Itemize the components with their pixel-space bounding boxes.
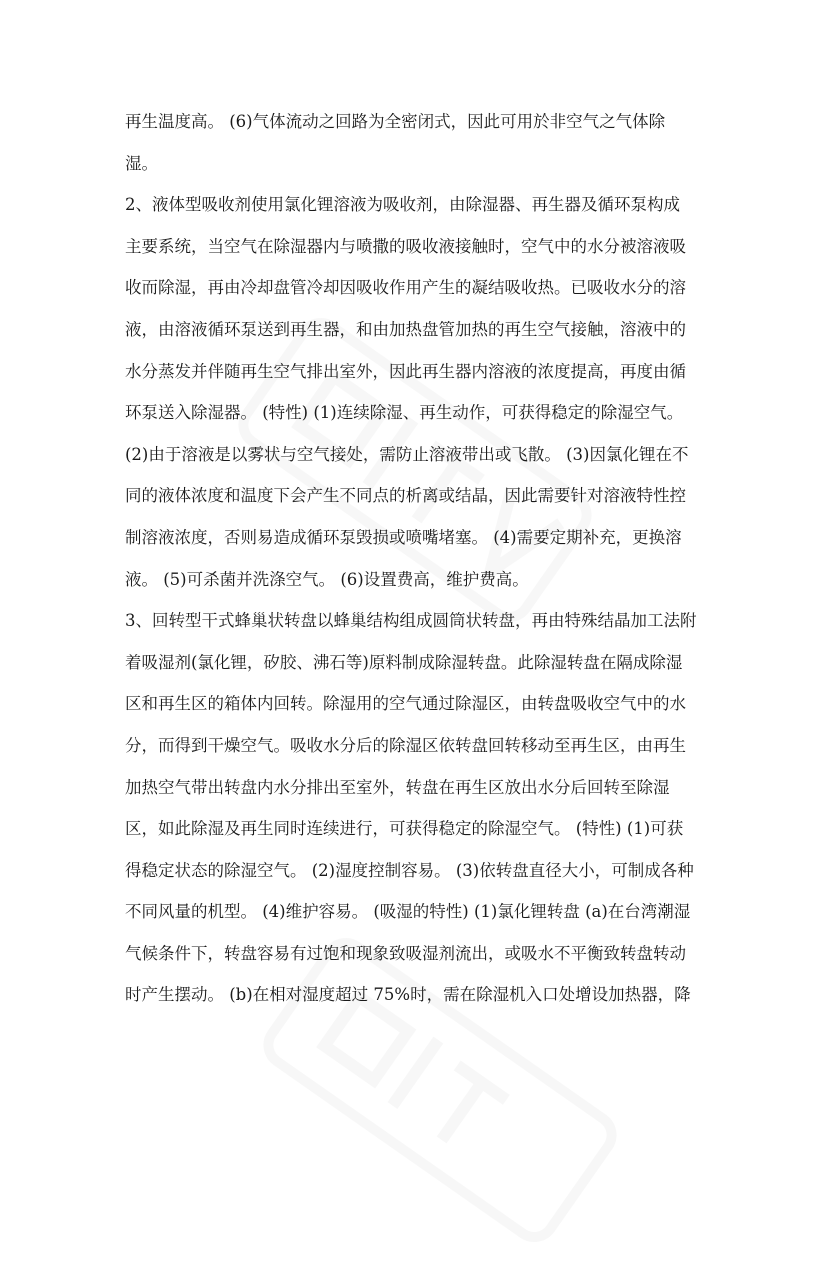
- text-line: 着吸湿剂(氯化锂，矽胶、沸石等)原料制成除湿转盘。此除湿转盘在隔成除湿: [125, 652, 683, 672]
- text-line: 同的液体浓度和温度下会产生不同点的析离或结晶，因此需要针对溶液特性控: [125, 486, 686, 506]
- text-line: 收而除湿，再由冷却盘管冷却因吸收作用产生的凝结吸收热。已吸收水分的溶: [125, 278, 686, 298]
- text-line: 3、回转型干式蜂巢状转盘以蜂巢结构组成圆筒状转盘，再由特殊结晶加工法附: [125, 611, 697, 631]
- text-line: 水分蒸发并伴随再生空气排出室外，因此再生器内溶液的浓度提高，再度由循: [125, 361, 686, 381]
- text-line: 区和再生区的箱体内回转。除湿用的空气通过除湿区，由转盘吸收空气中的水: [125, 694, 686, 714]
- text-line: (2)由于溶液是以雾状与空气接处，需防止溶液带出或飞散。 (3)因氯化锂在不: [125, 444, 689, 464]
- text-line: 分，而得到干燥空气。吸收水分后的除湿区依转盘回转移动至再生区，由再生: [125, 735, 686, 755]
- text-line: 区，如此除湿及再生同时连续进行，可获得稳定的除湿空气。 (特性) (1)可获: [125, 819, 684, 839]
- text-line: 制溶液浓度，否则易造成循环泵毁损或喷嘴堵塞。 (4)需要定期补充，更换溶: [125, 527, 682, 547]
- text-line: 湿。: [125, 153, 158, 173]
- text-line: 液。 (5)可杀菌并洗涤空气。 (6)设置费高，维护费高。: [125, 569, 529, 589]
- text-line: 气候条件下，转盘容易有过饱和现象致吸湿剂流出，或吸水不平衡致转盘转动: [125, 943, 686, 963]
- text-line: 主要系统，当空气在除湿器内与喷撒的吸收液接触时，空气中的水分被溶液吸: [125, 236, 686, 256]
- text-line: 加热空气带出转盘内水分排出至室外，转盘在再生区放出水分后回转至除湿: [125, 777, 670, 797]
- text-line: 2、液体型吸收剂使用氯化锂溶液为吸收剂，由除湿器、再生器及循环泵构成: [125, 195, 680, 215]
- text-line: 得稳定状态的除湿空气。 (2)湿度控制容易。 (3)依转盘直径大小，可制成各种: [125, 860, 694, 880]
- body-text: [125, 101, 710, 1016]
- text-line: 液，由溶液循环泵送到再生器，和由加热盘管加热的再生空气接触，溶液中的: [125, 319, 686, 339]
- text-line: 再生温度高。 (6)气体流动之回路为全密闭式，因此可用於非空气之气体除: [125, 112, 666, 131]
- text-line: 不同风量的机型。 (4)维护容易。 (吸湿的特性) (1)氯化锂转盘 (a)在台湾潮湿: [125, 902, 691, 922]
- text-line: 环泵送入除湿器。 (特性) (1)连续除湿、再生动作，可获得稳定的除湿空气。: [125, 403, 684, 423]
- text-line: 时产生摆动。 (b)在相对湿度超过 75%时，需在除湿机入口处增设加热器，降: [125, 985, 691, 1005]
